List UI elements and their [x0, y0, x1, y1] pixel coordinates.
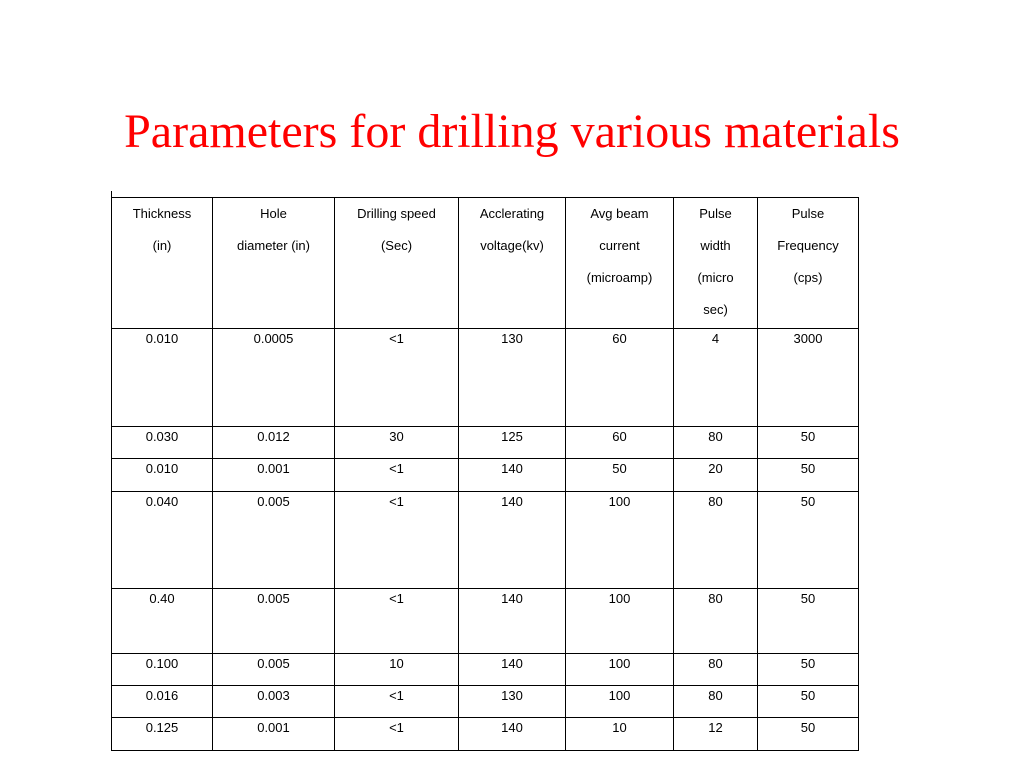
table-row	[112, 459, 859, 492]
cell-pulse-frequency: 50	[758, 459, 859, 492]
cell-hole-diameter: 0.003	[213, 686, 335, 718]
cell-voltage: 140	[459, 492, 566, 589]
cell-hole-diameter: 0.005	[213, 654, 335, 686]
cell-pulse-width: 12	[674, 718, 758, 751]
cell-beam-current: 100	[566, 589, 674, 654]
table-row	[112, 589, 859, 654]
cell-drilling-speed: <1	[335, 329, 459, 427]
header-avg-beam-current: Avg beam current (microamp)	[566, 198, 674, 329]
header-pulse-frequency: Pulse Frequency (cps)	[758, 198, 859, 329]
cell-drilling-speed: 10	[335, 654, 459, 686]
table-row	[112, 686, 859, 718]
cell-pulse-frequency: 3000	[758, 329, 859, 427]
cell-thickness: 0.030	[112, 427, 213, 459]
cell-hole-diameter: 0.001	[213, 459, 335, 492]
cell-pulse-width: 80	[674, 492, 758, 589]
table-row	[112, 329, 859, 427]
cell-drilling-speed: <1	[335, 718, 459, 751]
slide-title: Parameters for drilling various materials	[124, 105, 900, 158]
cell-beam-current: 100	[566, 686, 674, 718]
cell-pulse-width: 80	[674, 654, 758, 686]
cell-pulse-frequency: 50	[758, 492, 859, 589]
cell-thickness: 0.125	[112, 718, 213, 751]
cell-voltage: 140	[459, 654, 566, 686]
cell-voltage: 140	[459, 589, 566, 654]
cell-pulse-frequency: 50	[758, 718, 859, 751]
cell-beam-current: 60	[566, 427, 674, 459]
cell-pulse-width: 4	[674, 329, 758, 427]
cell-thickness: 0.010	[112, 459, 213, 492]
cell-hole-diameter: 0.005	[213, 492, 335, 589]
cell-hole-diameter: 0.005	[213, 589, 335, 654]
cell-drilling-speed: <1	[335, 459, 459, 492]
cell-thickness: 0.100	[112, 654, 213, 686]
cell-beam-current: 100	[566, 654, 674, 686]
cell-hole-diameter: 0.012	[213, 427, 335, 459]
table-row	[112, 718, 859, 751]
table-row	[112, 654, 859, 686]
header-drilling-speed: Drilling speed (Sec)	[335, 198, 459, 329]
parameters-table	[111, 197, 859, 751]
cell-voltage: 140	[459, 459, 566, 492]
cell-pulse-frequency: 50	[758, 589, 859, 654]
cell-beam-current: 100	[566, 492, 674, 589]
cell-pulse-frequency: 50	[758, 654, 859, 686]
cell-voltage: 130	[459, 686, 566, 718]
cell-pulse-frequency: 50	[758, 686, 859, 718]
header-pulse-width: Pulse width (micro sec)	[674, 198, 758, 329]
cell-pulse-width: 20	[674, 459, 758, 492]
header-thickness: Thickness (in)	[112, 198, 213, 329]
table-row	[112, 492, 859, 589]
cell-voltage: 125	[459, 427, 566, 459]
cell-beam-current: 60	[566, 329, 674, 427]
cell-thickness: 0.016	[112, 686, 213, 718]
cell-drilling-speed: <1	[335, 589, 459, 654]
header-hole-diameter: Hole diameter (in)	[213, 198, 335, 329]
cell-pulse-width: 80	[674, 427, 758, 459]
cell-pulse-width: 80	[674, 686, 758, 718]
cell-pulse-width: 80	[674, 589, 758, 654]
cell-beam-current: 10	[566, 718, 674, 751]
cell-pulse-frequency: 50	[758, 427, 859, 459]
cell-drilling-speed: <1	[335, 492, 459, 589]
cell-thickness: 0.040	[112, 492, 213, 589]
cell-hole-diameter: 0.0005	[213, 329, 335, 427]
header-accelerating-voltage: Acclerating voltage(kv)	[459, 198, 566, 329]
cell-thickness: 0.010	[112, 329, 213, 427]
cell-hole-diameter: 0.001	[213, 718, 335, 751]
cell-thickness: 0.40	[112, 589, 213, 654]
table-header-row	[112, 198, 859, 329]
cell-beam-current: 50	[566, 459, 674, 492]
cell-drilling-speed: <1	[335, 686, 459, 718]
table-row	[112, 427, 859, 459]
cell-voltage: 140	[459, 718, 566, 751]
cell-voltage: 130	[459, 329, 566, 427]
cell-drilling-speed: 30	[335, 427, 459, 459]
